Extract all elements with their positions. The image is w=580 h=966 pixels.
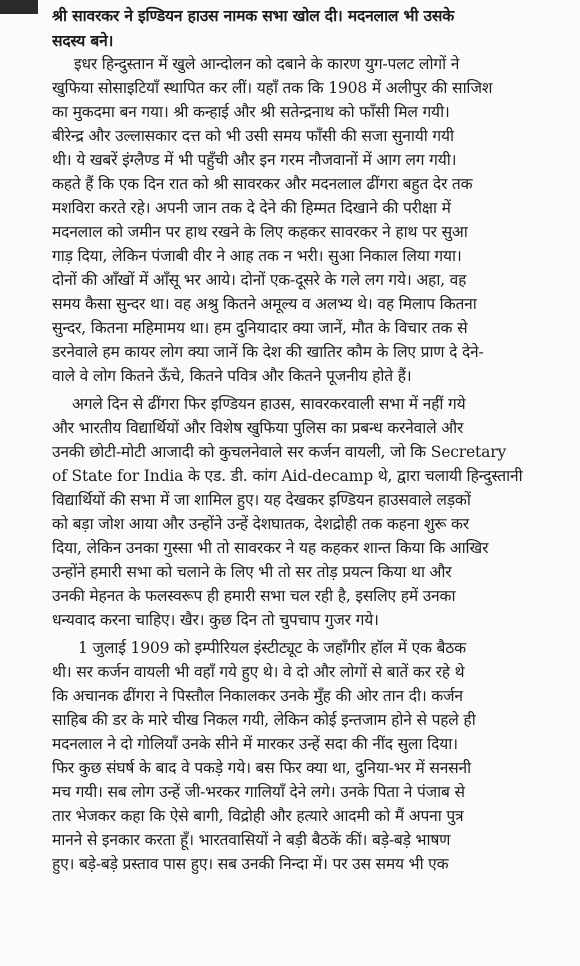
text-line: मदनलाल को जमीन पर हाथ रखने के लिए कहकर सावरकर ने हाथ पर सुआ [52, 223, 468, 241]
scan-edge-shadow [0, 0, 38, 14]
text-line: को बड़ा जोश आया और उन्होंने उन्हें देशघातक, देशद्रोही तक कहना शुरू कर [52, 515, 469, 533]
text-line: फिर कुछ संघर्ष के बाद वे पकड़े गये। बस फिर क्या था, दुनिया-भर में सनसनी [52, 759, 471, 777]
text-line: डरनेवाले हम कायर लोग क्या जानें कि देश की खातिर कौम के लिए प्राण दे देने- [52, 343, 484, 361]
text-line: अगले दिन से ढींगरा फिर इण्डियन हाउस, सावरकरवाली सभा में नहीं गये [72, 395, 466, 413]
text-line: गाड़ दिया, लेकिन पंजाबी वीर ने आह तक न भरी। सुआ निकाल लिया गया। [52, 247, 462, 265]
text-line: इधर हिन्दुस्तान में खुले आन्दोलन को दबाने के कारण युग-पलट लोगों ने [74, 55, 460, 73]
text-line: तार भेजकर कहा कि ऐसे बागी, विद्रोही और हत्यारे आदमी को मैं अपना पुत्र [52, 807, 464, 825]
text-line: सदस्य बने। [52, 31, 114, 50]
text-line: मानने से इनकार करता हूँ। भारतवासियों ने बड़ी बैठकें कीं। बड़े-बड़े भाषण [52, 831, 451, 849]
text-line: थी। सर कर्जन वायली भी वहाँ गये हुए थे। वे दो और लोगों से बातें कर रहे थे [52, 663, 465, 681]
text-line: दोनों की आँखों में आँसू भर आये। दोनों एक-दूसरे के गले लग गये। अहा, वह [52, 271, 467, 289]
text-line: कहते हैं कि एक दिन रात को श्री सावरकर और मदनलाल ढींगरा बहुत देर तक [52, 175, 473, 193]
text-line: और भारतीय विद्यार्थियों और विशेष खुफिया पुलिस का प्रबन्ध करनेवाले और [52, 419, 464, 437]
text-line: विद्यार्थियों की सभा में जा शामिल हुए। यह देखकर इण्डियन हाउसवाले लड़कों [52, 491, 471, 509]
text-line: का मुकदमा बन गया। श्री कन्हाई और श्री सतेन्द्रनाथ को फाँसी मिल गयी। [52, 103, 450, 121]
text-line: थी। ये खबरें इंग्लैण्ड में भी पहुँची और इन गरम नौजवानों में आग लग गयी। [52, 151, 457, 169]
text-line: मशविरा करते रहे। अपनी जान तक दे देने की हिम्मत दिखाने की परीक्षा में [52, 199, 451, 217]
text-line: मदनलाल ने दो गोलियाँ उनके सीने में मारकर उन्हें सदा की नींद सुला दिया। [52, 735, 458, 753]
text-line: साहिब की डर के मारे चीख निकल गयी, लेकिन कोई इन्तजाम होने से पहले ही [52, 711, 476, 729]
text-line: of State for India के एड. डी. कांग Aid-decamp थे, द्वारा चलायी हिन्दुस्तानी [52, 467, 523, 485]
text-line: दिया, लेकिन उनका गुस्सा भी तो सावरकर ने यह कहकर शान्त किया कि आखिर [52, 539, 489, 557]
text-line: मच गयी। सब लोग उन्हें जी-भरकर गालियाँ देने लगे। उनके पिता ने पंजाब से [52, 783, 465, 801]
text-line: कि अचानक ढींगरा ने पिस्तौल निकालकर उनके मुँह की ओर तान दी। कर्जन [52, 687, 463, 705]
text-line: समय कैसा सुन्दर था। वह अश्रु कितने अमूल्य व अलभ्य थे। वह मिलाप कितना [52, 295, 477, 313]
text-line: उनकी छोटी-मोटी आजादी को कुचलनेवाले सर कर्जन वायली, जो कि Secretary [52, 443, 507, 461]
text-line: हुए। बड़े-बड़े प्रस्ताव पास हुए। सब उनकी निन्दा में। पर उस समय भी एक [52, 855, 449, 873]
text-line: वाले वे लोग कितने ऊँचे, कितने पवित्र और कितने पूजनीय होते हैं। [52, 367, 412, 385]
text-line: बीरेन्द्र और उल्लासकार दत्त को भी उसी समय फाँसी की सजा सुनायी गयी [52, 127, 454, 145]
text-line: खुफिया सोसाइटियाँ स्थापित कर लीं। यहाँ तक कि 1908 में अलीपुर की साजिश [52, 79, 493, 97]
text-line: धन्यवाद करना चाहिए। खैर। कुछ दिन तो चुपचाप गुजर गये। [52, 611, 379, 629]
text-line: उनकी मेहनत के फलस्वरूप ही हमारी सभा चल रही है, इसलिए हमें उनका [52, 587, 456, 605]
text-line: सुन्दर, कितना महिमामय था। हम दुनियादार क्या जानें, मौत के विचार तक से [52, 319, 468, 337]
text-line: श्री सावरकर ने इण्डियन हाउस नामक सभा खोल दी। मदनलाल भी उसके [52, 6, 455, 25]
text-line: 1 जुलाई 1909 को इम्पीरियल इंस्टीट्यूट के जहाँगीर हॉल में एक बैठक [78, 639, 466, 657]
text-line: उन्होंने हमारी सभा को चलाने के लिए भी तो सर तोड़ प्रयत्न किया था और [52, 563, 452, 581]
